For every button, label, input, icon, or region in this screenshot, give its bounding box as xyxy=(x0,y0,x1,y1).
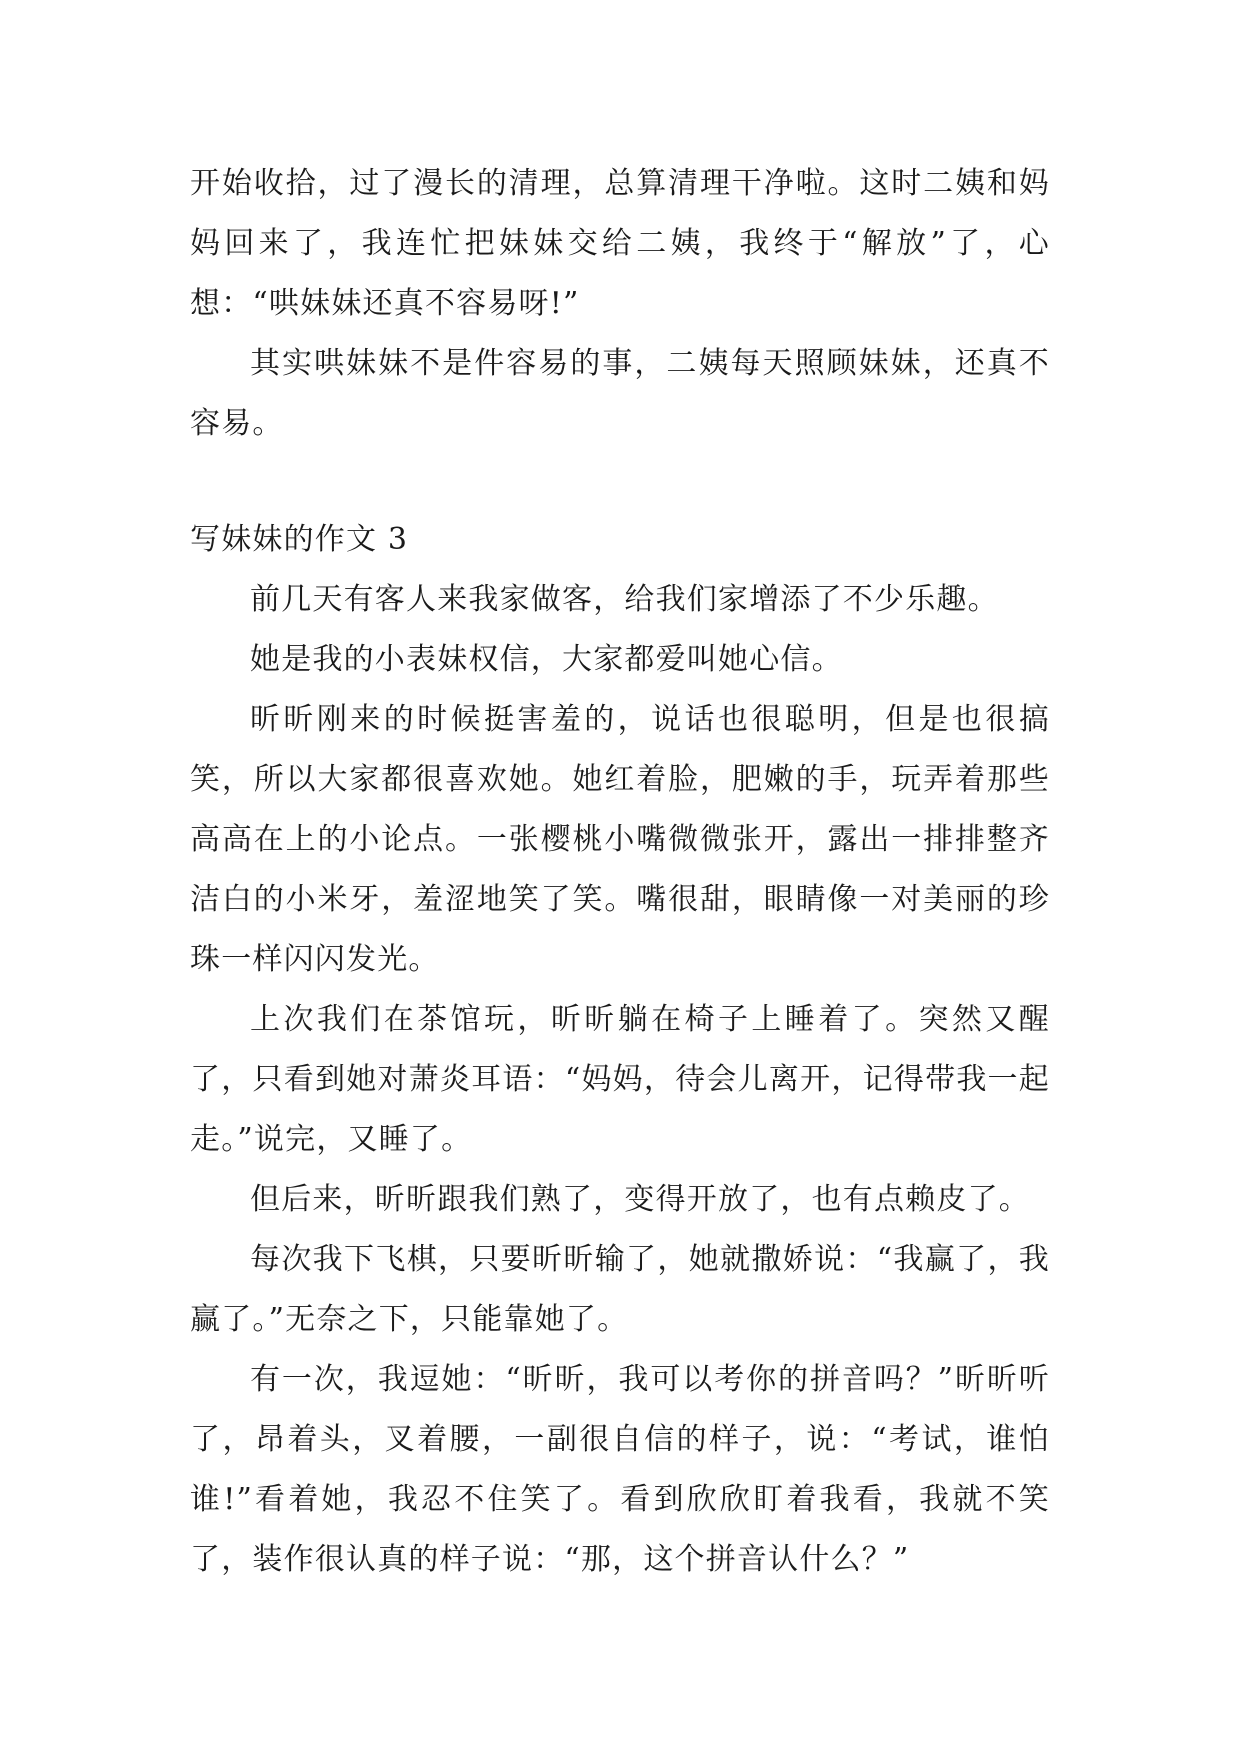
paragraph: 上次我们在茶馆玩，昕昕躺在椅子上睡着了。突然又醒了，只看到她对萧炎耳语：“妈妈，待会儿离开，记得带我一起走。”说完，又睡了。 xyxy=(190,1002,1050,1157)
continued-paragraph: 开始收拾，过了漫长的清理，总算清理干净啦。这时二姨和妈妈回来了，我连忙把妹妹交给二姨，我终于“解放”了，心想：“哄妹妹还真不容易呀!” xyxy=(190,166,1050,321)
paragraph: 前几天有客人来我家做客，给我们家增添了不少乐趣。 xyxy=(250,582,999,617)
essay-continuation xyxy=(190,154,1050,454)
paragraph: 有一次，我逗她：“昕昕，我可以考你的拼音吗？”昕昕听了，昂着头，叉着腰，一副很自信的样子，说：“考试，谁怕谁!”看着她，我忍不住笑了。看到欣欣盯着我看，我就不笑了，装作很认真的样子说：“那，这个拼音认什么？” xyxy=(190,1362,1050,1577)
paragraph: 但后来，昕昕跟我们熟了，变得开放了，也有点赖皮了。 xyxy=(250,1182,1030,1217)
essay-section-3 xyxy=(190,510,1050,1590)
paragraph: 每次我下飞棋，只要昕昕输了，她就撒娇说：“我赢了，我赢了。”无奈之下，只能靠她了。 xyxy=(190,1242,1050,1337)
paragraph: 其实哄妹妹不是件容易的事，二姨每天照顾妹妹，还真不容易。 xyxy=(190,346,1050,441)
paragraph: 昕昕刚来的时候挺害羞的，说话也很聪明，但是也很搞笑，所以大家都很喜欢她。她红着脸，肥嫩的手，玩弄着那些高高在上的小论点。一张樱桃小嘴微微张开，露出一排排整齐洁白的小米牙，羞涩地笑了笑。嘴很甜，眼睛像一对美丽的珍珠一样闪闪发光。 xyxy=(190,702,1050,977)
section-title: 写妹妹的作文 3 xyxy=(190,522,409,557)
paragraph: 她是我的小表妹权信，大家都爱叫她心信。 xyxy=(250,642,843,677)
